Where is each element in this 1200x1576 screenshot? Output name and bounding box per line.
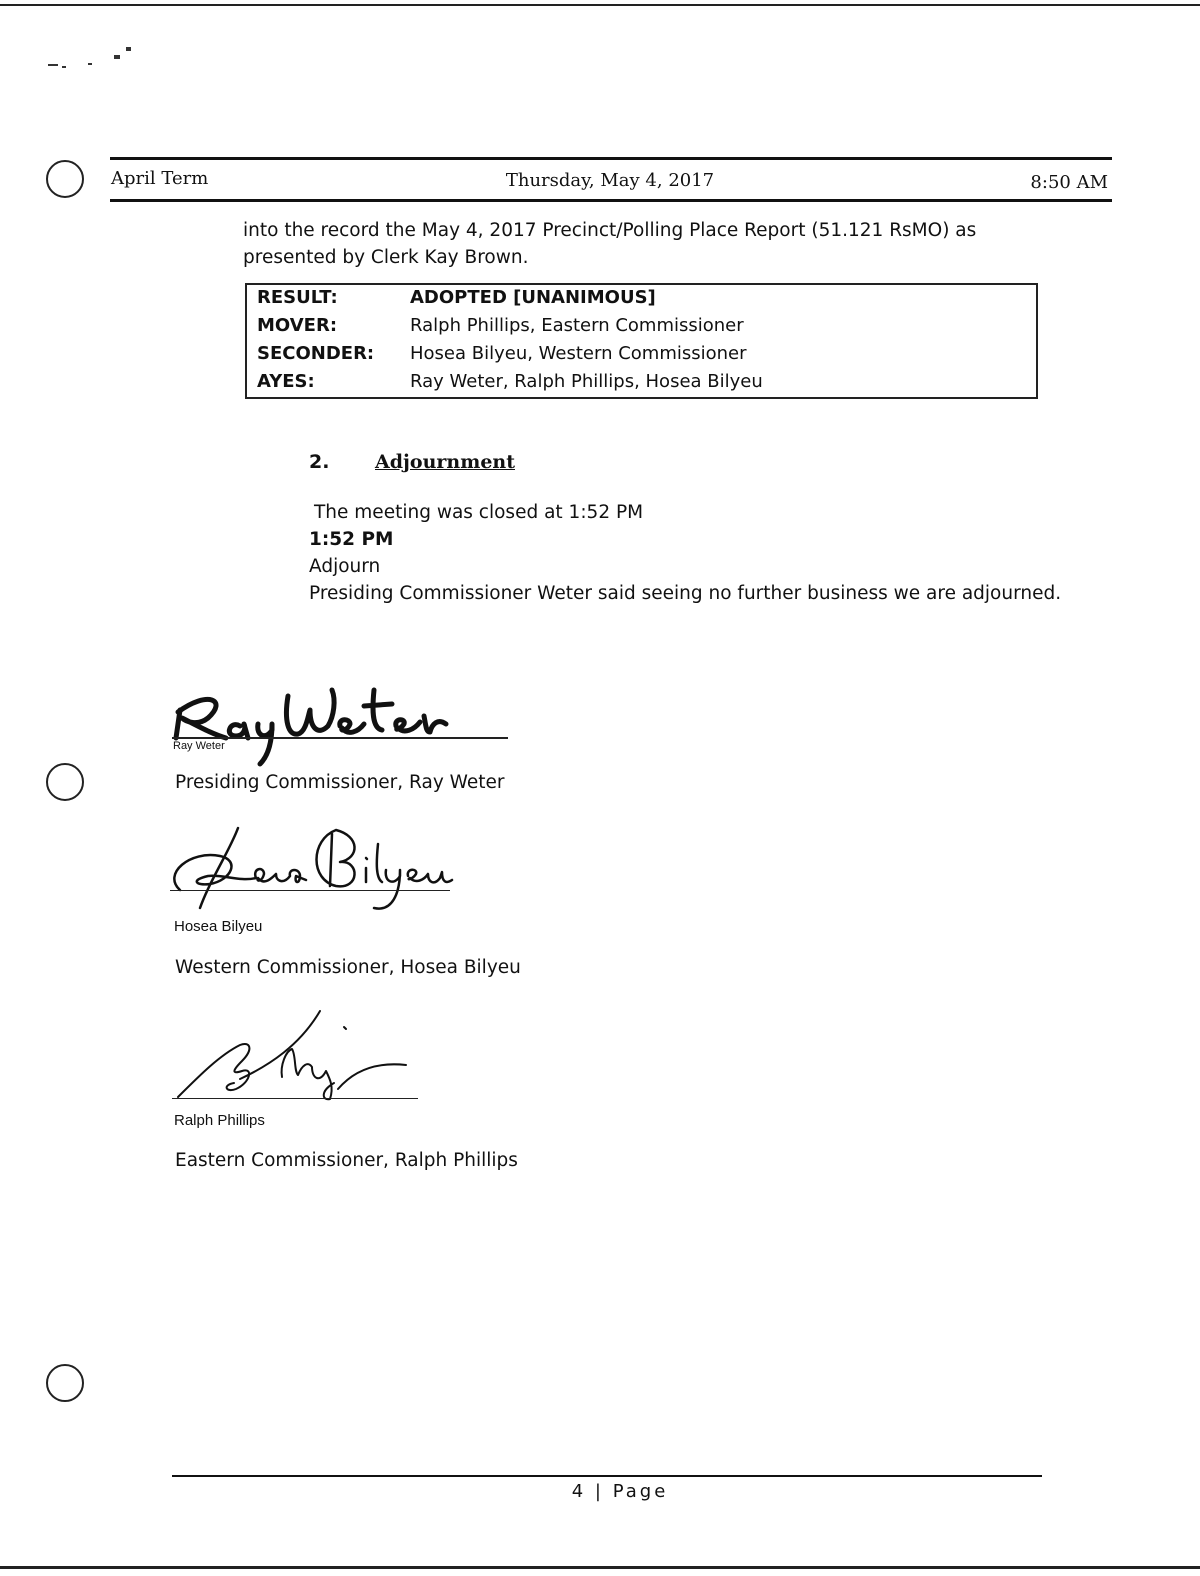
result-label: RESULT: xyxy=(257,287,338,308)
signature-line xyxy=(172,737,508,739)
adjourn-action: Adjourn xyxy=(309,556,381,577)
scan-speck xyxy=(88,63,92,65)
punch-hole xyxy=(46,160,84,198)
signature-ray-weter xyxy=(168,670,458,770)
header-time: 8:50 AM xyxy=(1030,172,1108,193)
scan-speck xyxy=(48,64,58,66)
signer-title: Western Commissioner, Hosea Bilyeu xyxy=(175,957,521,978)
punch-hole xyxy=(46,1364,84,1402)
signer-title: Eastern Commissioner, Ralph Phillips xyxy=(175,1150,518,1171)
page-separator: | xyxy=(594,1481,604,1502)
header-rule-top xyxy=(110,157,1112,160)
intro-text: into the record the May 4, 2017 Precinct/Polling Place Report (51.121 RsMO) as presented by Clerk Kay Brown. xyxy=(243,220,977,268)
signer-name: Ralph Phillips xyxy=(174,1112,265,1129)
scan-border-top xyxy=(0,4,1200,6)
section-number: 2. xyxy=(309,451,330,473)
mover-label: MOVER: xyxy=(257,315,338,336)
signer-name: Ray Weter xyxy=(173,740,225,752)
scan-speck xyxy=(62,66,66,68)
scan-speck xyxy=(114,55,120,59)
adjourn-statement: Presiding Commissioner Weter said seeing no further business we are adjourned. xyxy=(309,583,1062,604)
ayes-value: Ray Weter, Ralph Phillips, Hosea Bilyeu xyxy=(410,371,763,392)
signer-title: Presiding Commissioner, Ray Weter xyxy=(175,772,505,793)
seconder-label: SECONDER: xyxy=(257,343,375,364)
scan-border-bottom xyxy=(0,1566,1200,1569)
punch-hole xyxy=(46,763,84,801)
header-term: April Term xyxy=(111,168,209,189)
header-date: Thursday, May 4, 2017 xyxy=(505,170,715,191)
page-label: Page xyxy=(612,1481,669,1502)
signer-name: Hosea Bilyeu xyxy=(174,918,263,935)
signature-hosea-bilyeu xyxy=(160,820,460,920)
page-footer xyxy=(500,1481,740,1502)
meeting-closed-text: The meeting was closed at 1:52 PM xyxy=(314,502,644,523)
seconder-value: Hosea Bilyeu, Western Commissioner xyxy=(410,343,747,364)
footer-rule xyxy=(172,1475,1042,1477)
signature-line xyxy=(170,890,450,891)
page-number: 4 xyxy=(571,1481,587,1502)
mover-value: Ralph Phillips, Eastern Commissioner xyxy=(410,315,744,336)
adjourn-time: 1:52 PM xyxy=(309,529,394,550)
scan-speck xyxy=(126,47,131,51)
result-value: ADOPTED [UNANIMOUS] xyxy=(410,287,656,308)
signature-line xyxy=(172,1098,418,1099)
signature-ralph-phillips xyxy=(170,1005,420,1105)
ayes-label: AYES: xyxy=(257,371,315,392)
vote-result-box xyxy=(245,283,1038,399)
section-title: Adjournment xyxy=(375,451,515,473)
header-rule-bottom xyxy=(110,199,1112,202)
